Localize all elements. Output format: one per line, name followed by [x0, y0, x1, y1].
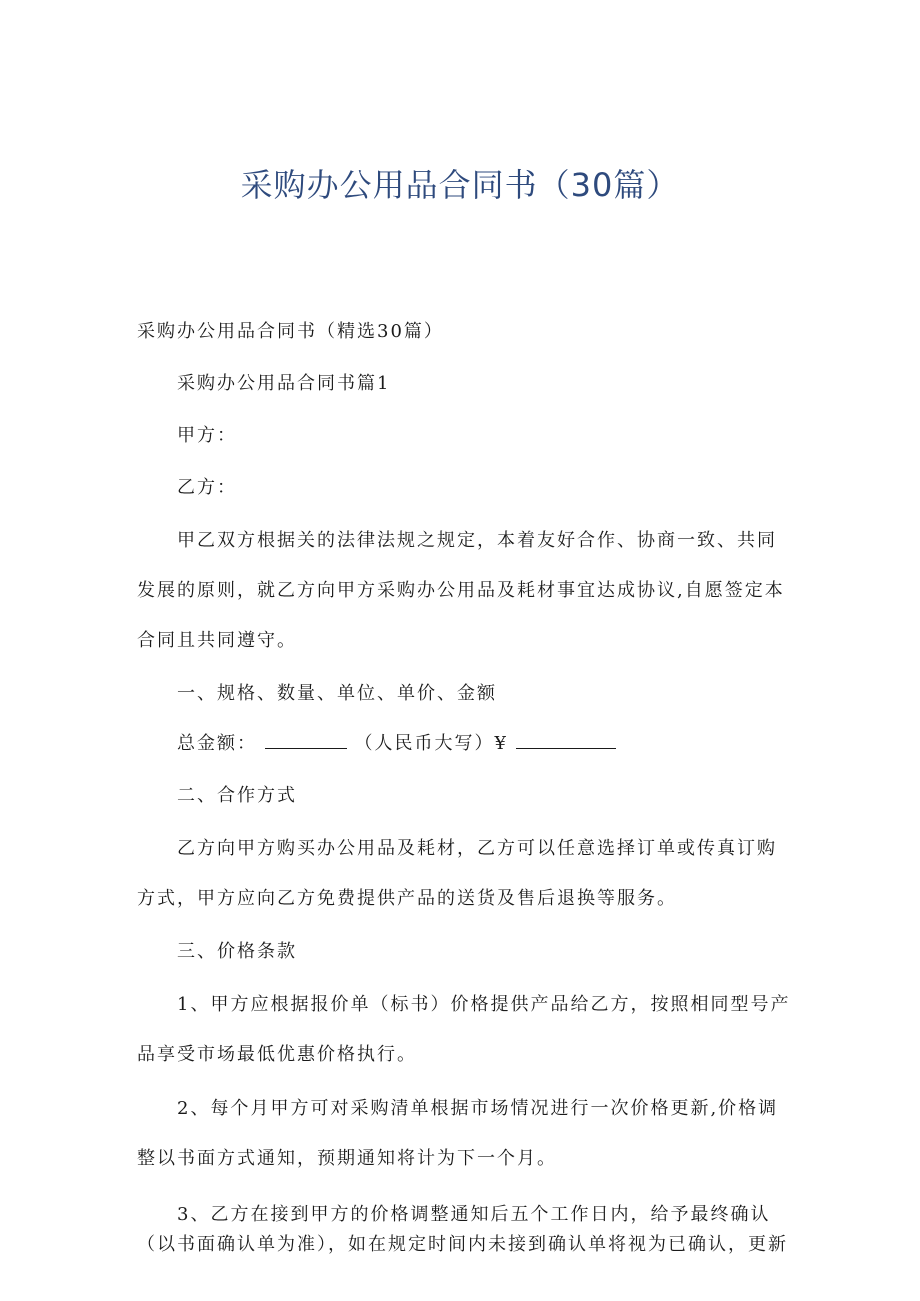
price-clause-1: 1、甲方应根据报价单（标书）价格提供产品给乙方，按照相同型号产品享受市场最低优惠价格执行。	[137, 994, 791, 1065]
total-amount-mid: （人民币大写）¥	[354, 733, 508, 754]
price-clause-3: 3、乙方在接到甲方的价格调整通知后五个工作日内，给予最终确认（以书面确认单为准），如在规定时间内未接到确认单将视为已确认，更新	[137, 1204, 788, 1255]
document-body	[137, 308, 793, 1260]
price-clause-2: 2、每个月甲方可对采购清单根据市场情况进行一次价格更新,价格调整以书面方式通知，预期通知将计为下一个月。	[137, 1098, 779, 1169]
total-amount-line	[137, 720, 793, 768]
amount-blank-1[interactable]	[265, 732, 347, 749]
section-heading-part1: 采购办公用品合同书篇1	[177, 373, 391, 394]
subtitle-paragraph: 采购办公用品合同书（精选30篇）	[137, 321, 444, 342]
party-a-line: 甲方：	[177, 425, 237, 446]
cooperation-paragraph: 乙方向甲方购买办公用品及耗材，乙方可以任意选择订单或传真订购方式，甲方应向乙方免费提供产品的送货及售后退换等服务。	[137, 838, 777, 909]
clause-3-heading: 三、价格条款	[177, 941, 297, 962]
party-b-line: 乙方：	[177, 477, 237, 498]
clause-2-heading: 二、合作方式	[177, 785, 297, 806]
intro-paragraph: 甲乙双方根据关的法律法规之规定，本着友好合作、协商一致、共同发展的原则，就乙方向甲方采购办公用品及耗材事宜达成协议,自愿签定本合同且共同遵守。	[137, 530, 785, 651]
document-title: 采购办公用品合同书（30篇）	[240, 166, 680, 204]
clause-1-heading: 一、规格、数量、单位、单价、金额	[177, 683, 497, 704]
total-amount-label: 总金额：	[177, 733, 257, 754]
amount-blank-2[interactable]	[516, 732, 616, 749]
